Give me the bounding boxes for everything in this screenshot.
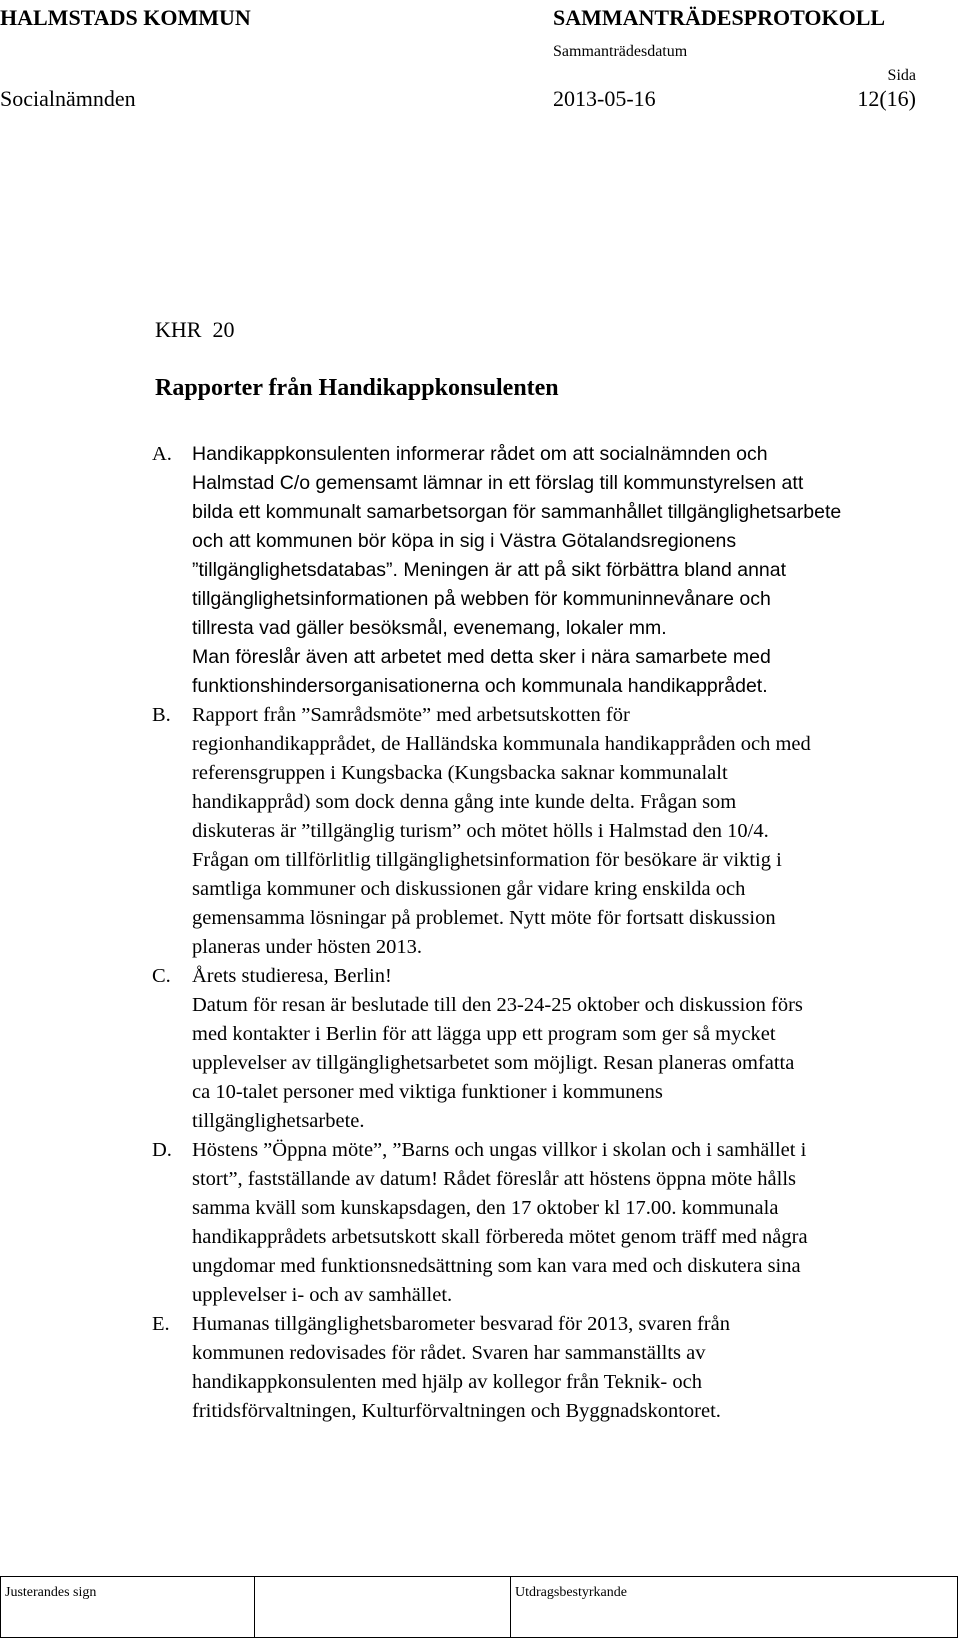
report-item-b: [152, 701, 952, 962]
text-line: upplevelser i- och av samhället.: [192, 1284, 453, 1306]
text-line: regionhandikapprådet, de Halländska kommunala handikappråden och med: [192, 733, 811, 755]
item-marker: B.: [152, 704, 171, 726]
text-line: funktionshindersorganisationerna och kommunala handikapprådet.: [192, 675, 768, 697]
text-line: Man föreslår även att arbetet med detta sker i nära samarbete med: [192, 646, 771, 668]
text-line: tillresta vad gäller besöksmål, evenemang, lokaler mm.: [192, 617, 667, 639]
text-line: kommunen redovisades för rådet. Svaren har sammanställts av: [192, 1342, 706, 1364]
footer-signature-table: [0, 1576, 960, 1638]
section-title: Rapporter från Handikappkonsulenten: [155, 375, 559, 401]
text-line: fritidsförvaltningen, Kulturförvaltningen och Byggnadskontoret.: [192, 1400, 721, 1422]
item-marker: E.: [152, 1313, 170, 1335]
text-line: ”tillgänglighetsdatabas”. Meningen är att på sikt förbättra bland annat: [192, 559, 787, 581]
text-line: ca 10-talet personer med viktiga funktioner i kommunens: [192, 1081, 663, 1103]
page-number: 12(16): [857, 86, 916, 111]
text-line: med kontakter i Berlin för att lägga upp ett program som ger så mycket: [192, 1023, 776, 1045]
item-marker: D.: [152, 1139, 172, 1161]
text-line: tillgänglighetsarbete.: [192, 1110, 365, 1132]
committee-name: Socialnämnden: [0, 86, 136, 111]
text-line: Rapport från ”Samrådsmöte” med arbetsutskotten för: [192, 704, 630, 726]
extract-box: [510, 1576, 958, 1638]
text-line: samtliga kommuner och diskussionen går vidare kring enskilda och: [192, 878, 746, 900]
report-item-c: [152, 962, 952, 1136]
sign-box-blank: [254, 1576, 511, 1638]
text-line: Frågan om tillförlitlig tillgänglighetsinformation för besökare är viktig i: [192, 849, 782, 871]
text-line: Halmstad C/o gemensamt lämnar in ett förslag till kommunstyrelsen att: [192, 472, 804, 494]
text-line: ungdomar med funktionsnedsättning som kan vara med och diskutera sina: [192, 1255, 801, 1277]
text-line: tillgänglighetsinformationen på webben för kommuninnevånare och: [192, 588, 771, 610]
item-text: [192, 440, 952, 701]
text-line: gemensamma lösningar på problemet. Nytt möte för fortsatt diskussion: [192, 907, 776, 929]
text-line: bilda ett kommunalt samarbetsorgan för sammanhållet tillgänglighetsarbete: [192, 501, 842, 523]
meeting-date: 2013-05-16: [553, 86, 656, 111]
item-text: [192, 1310, 952, 1426]
date-label: Sammanträdesdatum: [553, 43, 688, 60]
item-text: [192, 1136, 952, 1310]
text-line: Handikappkonsulenten informerar rådet om att socialnämnden och: [192, 443, 768, 465]
paragraph-number: KHR 20: [155, 317, 235, 342]
text-line: planeras under hösten 2013.: [192, 936, 422, 958]
text-line: samma kväll som kunskapsdagen, den 17 oktober kl 17.00. kommunala: [192, 1197, 779, 1219]
text-line: diskuteras är ”tillgänglig turism” och mötet hölls i Halmstad den 10/4.: [192, 820, 769, 842]
extract-label: Utdragsbestyrkande: [515, 1585, 627, 1600]
text-line: Humanas tillgänglighetsbarometer besvarad för 2013, svaren från: [192, 1313, 730, 1335]
text-line: stort”, fastställande av datum! Rådet föreslår att höstens öppna möte hålls: [192, 1168, 797, 1190]
report-item-a: [152, 440, 952, 701]
org-name: HALMSTADS KOMMUN: [0, 5, 251, 30]
item-text: [192, 701, 952, 962]
text-line: Höstens ”Öppna möte”, ”Barns och ungas villkor i skolan och i samhället i: [192, 1139, 807, 1161]
sign-label: Justerandes sign: [5, 1585, 97, 1600]
sign-box: [0, 1576, 255, 1638]
text-line: handikapprådets arbetsutskott skall förbereda mötet genom träff med några: [192, 1226, 808, 1248]
page-label: Sida: [887, 67, 916, 84]
text-line: Datum för resan är beslutade till den 23-24-25 oktober och diskussion förs: [192, 994, 803, 1016]
item-text: [192, 962, 952, 1136]
text-line: handikappråd) som dock denna gång inte kunde delta. Frågan som: [192, 791, 737, 813]
document-type: SAMMANTRÄDESPROTOKOLL: [553, 5, 886, 30]
text-line: handikappkonsulenten med hjälp av kollegor från Teknik- och: [192, 1371, 702, 1393]
text-line: Årets studieresa, Berlin!: [192, 965, 392, 987]
item-marker: A.: [152, 443, 172, 465]
report-items: [152, 440, 952, 1426]
text-line: upplevelser av tillgänglighetsarbetet som möjligt. Resan planeras omfatta: [192, 1052, 795, 1074]
item-marker: C.: [152, 965, 171, 987]
report-item-e: [152, 1310, 952, 1426]
text-line: referensgruppen i Kungsbacka (Kungsbacka saknar kommunalalt: [192, 762, 728, 784]
report-item-d: [152, 1136, 952, 1310]
text-line: och att kommunen bör köpa in sig i Västra Götalandsregionens: [192, 530, 737, 552]
